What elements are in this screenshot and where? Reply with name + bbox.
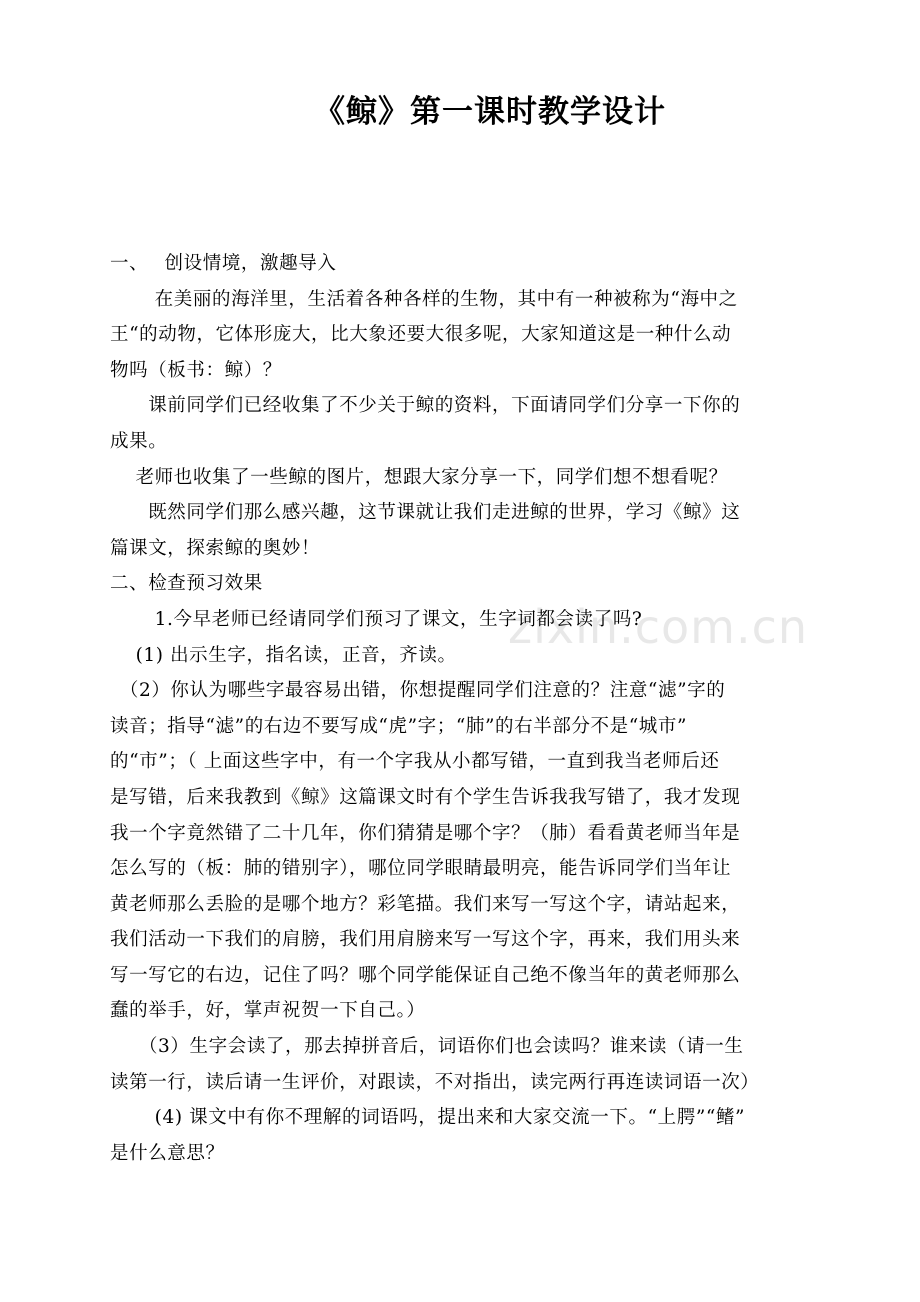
paragraph-line: 课前同学们已经收集了不少关于鲸的资料，下面请同学们分享一下你的	[110, 395, 741, 417]
paragraph-line: 篇课文，探索鲸的奥妙！	[110, 537, 321, 559]
section-heading-2: 二、检查预习效果	[110, 573, 263, 595]
paragraph-line: (4) 课文中有你不理解的词语吗，提出来和大家交流一下。“上腭”“鳍”	[110, 1107, 746, 1129]
paragraph-line: 在美丽的海洋里，生活着各种各样的生物，其中有一种被称为“海中之	[110, 288, 738, 310]
paragraph-line: (1) 出示生字，指名读，正音，齐读。	[110, 644, 457, 666]
document-title: 《鲸》第一课时教学设计	[314, 94, 666, 130]
paragraph-line: （2）你认为哪些字最容易出错，你想提醒同学们注意的？注意“滤”字的	[110, 680, 726, 702]
paragraph-line: （3）生字会读了，那去掉拼音后，词语你们也会读吗？谁来读（请一生	[110, 1036, 744, 1058]
paragraph-line: 老师也收集了一些鲸的图片，想跟大家分享一下，同学们想不想看呢？	[110, 466, 728, 488]
paragraph-line: 我一个字竟然错了二十几年，你们猜猜是哪个字？（肺）看看黄老师当年是	[110, 822, 741, 844]
paragraph-line: 1.今早老师已经请同学们预习了课文，生字词都会读了吗?	[110, 608, 643, 630]
paragraph-line: 读音；指导“滤”的右边不要写成“虎”字；“肺”的右半部分不是“城市”	[110, 715, 688, 737]
paragraph-line: 的“市”；（ 上面这些字中，有一个字我从小都写错，一直到我当老师后还	[110, 751, 720, 773]
paragraph-line: 我们活动一下我们的肩膀，我们用肩膀来写一写这个字，再来，我们用头来	[110, 929, 741, 951]
watermark: zixin.com.cn	[508, 600, 809, 654]
paragraph-line: 成果。	[110, 430, 168, 452]
paragraph-line: 既然同学们那么感兴趣，这节课就让我们走进鲸的世界，学习《鲸》这	[110, 502, 741, 524]
document-body	[110, 246, 838, 1171]
paragraph-line: 怎么写的（板：肺的错别字），哪位同学眼睛最明亮，能告诉同学们当年让	[110, 858, 732, 880]
section-heading-1: 一、 创设情境，激趣导入	[110, 253, 337, 274]
paragraph-line: 王“的动物，它体形庞大，比大象还要大很多呢，大家知道这是一种什么动	[110, 324, 732, 346]
paragraph-line: 写一写它的右边，记住了吗？哪个同学能保证自己绝不像当年的黄老师那么	[110, 964, 741, 986]
paragraph-line: 物吗（板书：鲸）？	[110, 359, 282, 381]
paragraph-line: 黄老师那么丢脸的是哪个地方？彩笔描。我们来写一写这个字，请站起来，	[110, 893, 741, 915]
paragraph-line: 是什么意思？	[110, 1142, 225, 1164]
paragraph-line: 蠢的举手，好，掌声祝贺一下自己。）	[110, 1000, 426, 1022]
paragraph-line: 读第一行，读后请一生评价，对跟读，不对指出，读完两行再连读词语一次）	[110, 1071, 760, 1093]
paragraph-line: 是写错，后来我教到《鲸》这篇课文时有个学生告诉我我写错了，我才发现	[110, 786, 741, 808]
